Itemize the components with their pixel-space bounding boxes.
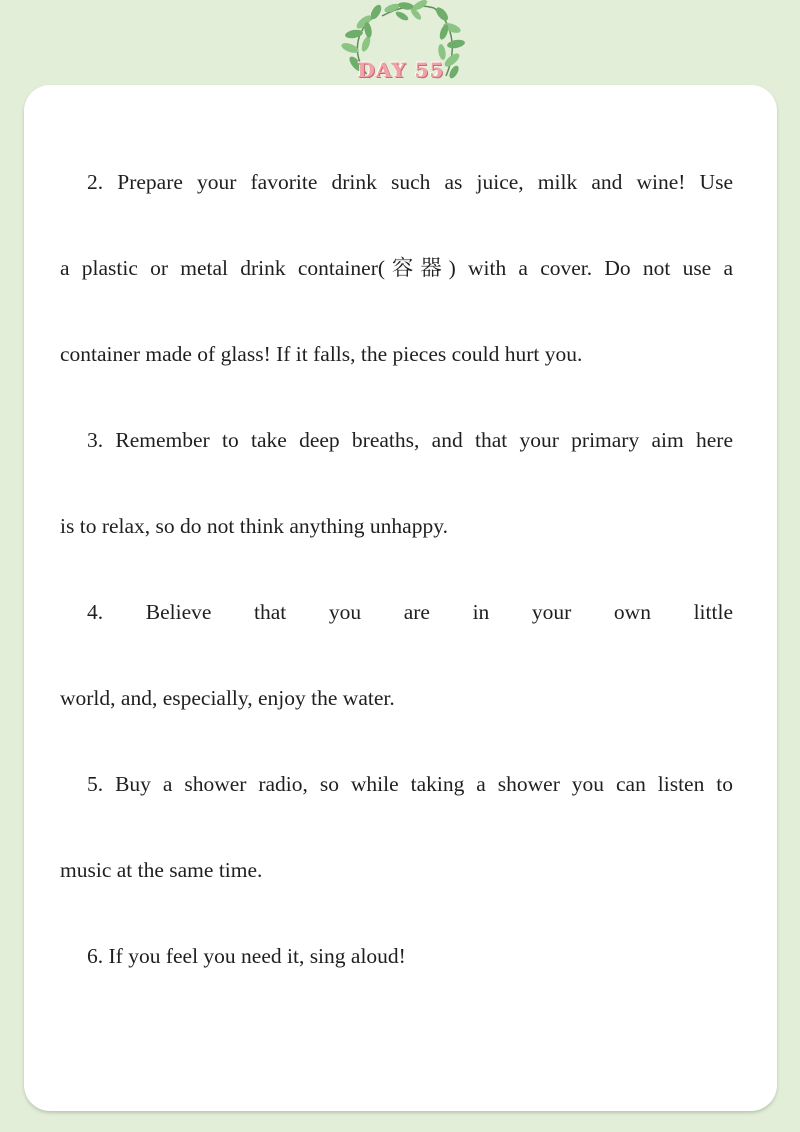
text-line: 2. Prepare your favorite drink such as juice, milk and wine! Use — [87, 170, 733, 194]
text-line: 4. Believe that you are in your own little — [87, 600, 733, 624]
text-line: world, and, especially, enjoy the water. — [60, 686, 395, 710]
text-line: 6. If you feel you need it, sing aloud! — [87, 944, 406, 968]
text-line: is to relax, so do not think anything unhappy. — [60, 514, 448, 538]
text-line: 3. Remember to take deep breaths, and that your primary aim here — [87, 428, 733, 452]
article-body — [60, 152, 733, 1012]
text-line: container made of glass! If it falls, the pieces could hurt you. — [60, 342, 583, 366]
text-line: a plastic or metal drink container(容器) with a cover. Do not use a — [60, 256, 733, 280]
day-badge: DAY 55 — [357, 58, 445, 82]
text-line: 5. Buy a shower radio, so while taking a shower you can listen to — [87, 772, 733, 796]
text-line: music at the same time. — [60, 858, 263, 882]
